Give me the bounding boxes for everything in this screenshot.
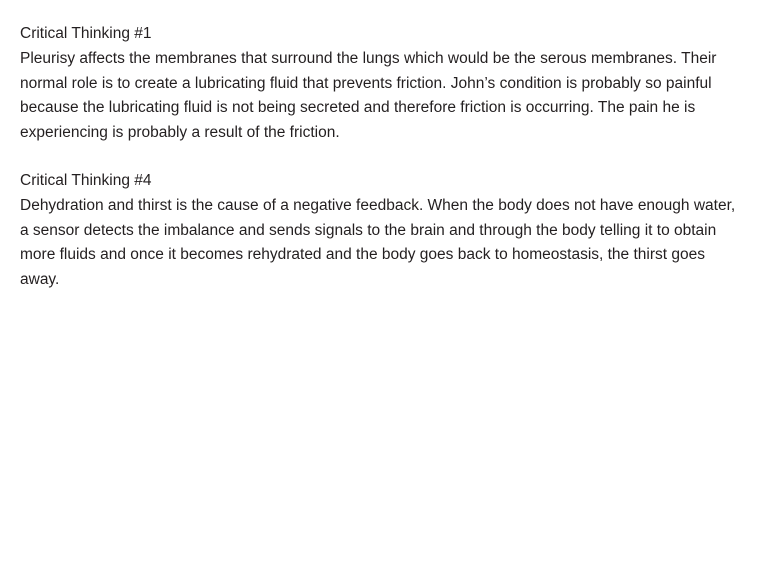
block-body: Dehydration and thirst is the cause of a negative feedback. When the body does not have enough water, a sensor detects the imbalance and sends signals to the brain and through the body telling it to obtain more fluids and once it becomes rehydrated and the body goes back to homeostasis, the thirst goes away. [20,197,736,288]
block-heading: Critical Thinking #4 [20,172,152,189]
critical-thinking-block-4 [20,169,744,292]
critical-thinking-block-1 [20,22,744,145]
block-heading: Critical Thinking #1 [20,25,152,42]
block-body: Pleurisy affects the membranes that surround the lungs which would be the serous membranes. Their normal role is to create a lubricating fluid that prevents friction. John’s condition is probably so painful because the lubricating fluid is not being secreted and therefore friction is occurring. The pain he is experiencing is probably a result of the friction. [20,50,717,141]
